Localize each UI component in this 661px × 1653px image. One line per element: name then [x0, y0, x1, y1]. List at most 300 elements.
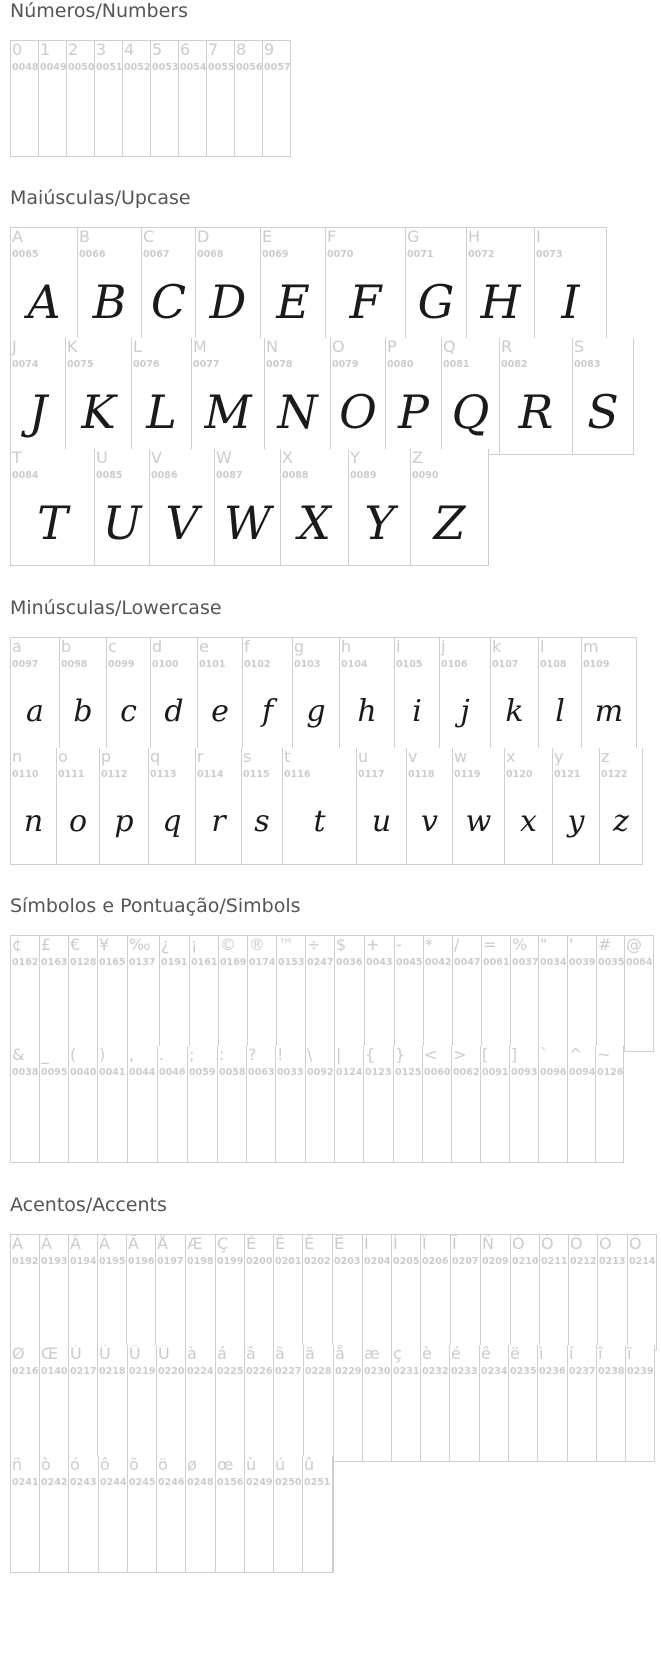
glyph-cell	[391, 1234, 421, 1351]
glyph-label: Ì	[364, 1234, 369, 1253]
glyph-code: 0238	[598, 1366, 625, 1377]
glyph-section	[10, 1194, 656, 1488]
glyph-label: 4	[124, 40, 135, 59]
glyph-label: X	[282, 449, 293, 467]
glyph-label: z	[601, 748, 610, 766]
glyph-label: :	[219, 1046, 225, 1064]
glyph-cell	[292, 637, 340, 754]
glyph-code: 0200	[246, 1256, 273, 1267]
glyph-cell	[141, 227, 196, 344]
glyph-label: á	[217, 1345, 227, 1363]
glyph-row	[10, 748, 643, 865]
glyph-code: 0251	[304, 1477, 331, 1488]
glyph-cell	[65, 338, 132, 455]
glyph-cell	[276, 935, 306, 1052]
glyph-cell	[393, 1046, 423, 1163]
glyph-code: 0216	[12, 1366, 39, 1377]
glyph-sample: h	[357, 694, 377, 729]
glyph-cell	[504, 748, 553, 865]
glyph-label: ã	[275, 1345, 285, 1363]
glyph-code: 0105	[396, 659, 423, 670]
glyph-label: F	[327, 227, 337, 246]
glyph-code: 0065	[12, 249, 39, 260]
glyph-code: 0060	[424, 1067, 451, 1078]
glyph-label: Ó	[541, 1234, 554, 1253]
glyph-cell	[10, 1234, 40, 1351]
glyph-cell	[391, 1345, 421, 1462]
glyph-code: 0062	[453, 1067, 480, 1078]
glyph-code: 0249	[246, 1477, 273, 1488]
glyph-cell	[406, 748, 453, 865]
glyph-label: R	[501, 338, 513, 356]
glyph-cell	[339, 637, 395, 754]
glyph-label: {	[365, 1046, 376, 1064]
glyph-cell	[39, 1345, 69, 1462]
glyph-cell	[178, 40, 207, 157]
glyph-label: V	[151, 449, 162, 467]
glyph-label: n	[12, 748, 23, 766]
glyph-cell	[332, 1234, 363, 1351]
glyph-cell	[215, 1345, 245, 1462]
glyph-code: 0227	[275, 1366, 302, 1377]
glyph-cell	[97, 1234, 127, 1351]
glyph-cell	[38, 40, 67, 157]
glyph-label: =	[483, 935, 497, 954]
glyph-sample: y	[567, 804, 585, 839]
glyph-label: )	[99, 1046, 106, 1064]
glyph-label: ¿	[161, 935, 170, 954]
glyph-sample: a	[26, 694, 44, 729]
glyph-label: $	[336, 935, 347, 954]
glyph-code: 0106	[441, 659, 468, 670]
glyph-sample: T	[37, 496, 68, 550]
glyph-label: <	[424, 1046, 438, 1064]
glyph-code: 0080	[387, 359, 414, 370]
glyph-code: 0036	[336, 957, 363, 968]
glyph-code: 0137	[129, 957, 156, 968]
glyph-cell	[10, 1345, 40, 1462]
glyph-cell	[247, 935, 277, 1052]
glyph-cell	[452, 748, 505, 865]
glyph-code: 0054	[180, 62, 207, 73]
glyph-label: A	[12, 227, 23, 246]
glyph-sample: g	[306, 694, 326, 729]
glyph-code: 0202	[304, 1256, 331, 1267]
glyph-label: >	[453, 1046, 467, 1064]
glyph-sample: o	[68, 804, 88, 839]
glyph-cell	[510, 935, 539, 1052]
glyph-label: ò	[41, 1456, 51, 1474]
glyph-row	[10, 338, 634, 455]
glyph-sample: P	[398, 385, 429, 439]
glyph-label: \	[307, 1046, 313, 1064]
glyph-code: 0096	[540, 1067, 567, 1078]
section-title: Símbolos e Pontuação/Simbols	[10, 895, 301, 917]
glyph-code: 0234	[481, 1366, 508, 1377]
glyph-cell	[214, 449, 281, 566]
glyph-label: 8	[236, 40, 247, 59]
glyph-cell	[273, 1234, 303, 1351]
glyph-label: O	[332, 338, 345, 356]
glyph-sample: c	[120, 694, 137, 729]
glyph-code: 0084	[12, 470, 39, 481]
glyph-code: 0072	[468, 249, 495, 260]
glyph-code: 0153	[278, 957, 305, 968]
glyph-code: 0051	[96, 62, 123, 73]
glyph-sample: N	[277, 385, 318, 439]
glyph-label: ,	[129, 1046, 135, 1064]
glyph-code: 0103	[294, 659, 321, 670]
glyph-label: à	[187, 1345, 197, 1363]
glyph-label: K	[67, 338, 78, 356]
glyph-label: ^	[569, 1046, 583, 1064]
glyph-label: Î	[422, 1234, 427, 1253]
glyph-row	[10, 227, 607, 344]
glyph-code: 0209	[482, 1256, 509, 1267]
glyph-label: €	[70, 935, 81, 954]
glyph-code: 0246	[158, 1477, 185, 1488]
glyph-code: 0113	[150, 769, 177, 780]
glyph-code: 0089	[350, 470, 377, 481]
glyph-code: 0058	[219, 1067, 246, 1078]
glyph-section	[10, 597, 655, 839]
glyph-code: 0206	[422, 1256, 449, 1267]
glyph-cell	[450, 1234, 481, 1351]
glyph-label: /	[454, 935, 460, 954]
glyph-code: 0090	[412, 470, 439, 481]
glyph-sample: C	[150, 275, 187, 329]
glyph-label: ñ	[12, 1456, 23, 1474]
glyph-code: 0064	[626, 957, 653, 968]
glyph-code: 0241	[12, 1477, 39, 1488]
glyph-code: 0232	[422, 1366, 449, 1377]
glyph-code: 0057	[264, 62, 291, 73]
glyph-code: 0203	[334, 1256, 361, 1267]
glyph-label: '	[569, 935, 574, 954]
glyph-code: 0088	[282, 470, 309, 481]
glyph-cell	[466, 227, 535, 344]
glyph-code: 0128	[70, 957, 97, 968]
glyph-sample: A	[27, 275, 61, 329]
glyph-cell	[195, 227, 261, 344]
glyph-cell	[150, 40, 179, 157]
glyph-cell	[68, 1456, 99, 1573]
glyph-code: 0228	[305, 1366, 332, 1377]
glyph-code: 0087	[216, 470, 243, 481]
glyph-code: 0093	[511, 1067, 538, 1078]
glyph-cell	[68, 935, 98, 1052]
glyph-code: 0197	[157, 1256, 184, 1267]
glyph-cell	[155, 1234, 186, 1351]
glyph-label: (	[70, 1046, 77, 1064]
glyph-cell	[330, 338, 386, 455]
glyph-cell	[127, 1456, 157, 1573]
glyph-cell	[10, 227, 78, 344]
glyph-code: 0097	[12, 659, 39, 670]
glyph-code: 0119	[454, 769, 481, 780]
glyph-cell	[510, 1234, 540, 1351]
glyph-label: è	[422, 1345, 432, 1363]
glyph-code: 0213	[599, 1256, 626, 1267]
glyph-label: c	[108, 637, 117, 656]
glyph-label: g	[294, 637, 305, 656]
glyph-code: 0117	[358, 769, 385, 780]
glyph-cell	[479, 1345, 509, 1462]
glyph-label: ¢	[12, 935, 23, 954]
glyph-cell	[127, 1046, 158, 1163]
glyph-sample: R	[518, 385, 554, 439]
glyph-label: j	[441, 637, 446, 656]
glyph-code: 0052	[124, 62, 151, 73]
section-title: Números/Numbers	[10, 0, 188, 22]
glyph-label: ó	[70, 1456, 80, 1474]
glyph-cell	[325, 227, 406, 344]
glyph-sample: W	[223, 496, 272, 550]
glyph-code: 0078	[266, 359, 293, 370]
glyph-code: 0116	[284, 769, 311, 780]
glyph-sample: Y	[364, 496, 395, 550]
glyph-cell	[185, 1345, 216, 1462]
glyph-label: É	[275, 1234, 286, 1253]
glyph-code: 0126	[597, 1067, 624, 1078]
glyph-sample: x	[520, 804, 537, 839]
glyph-cell	[567, 935, 597, 1052]
glyph-row	[10, 1345, 655, 1462]
glyph-code: 0048	[12, 62, 39, 73]
glyph-label: W	[216, 449, 232, 467]
glyph-sample: l	[555, 694, 565, 729]
glyph-cell	[356, 748, 407, 865]
glyph-label: ï	[627, 1345, 632, 1363]
glyph-label: _	[41, 1046, 49, 1064]
glyph-code: 0163	[41, 957, 68, 968]
glyph-sample: F	[349, 275, 382, 329]
glyph-code: 0068	[197, 249, 224, 260]
glyph-code: 0193	[41, 1256, 68, 1267]
glyph-code: 0224	[187, 1366, 214, 1377]
glyph-cell	[410, 449, 489, 566]
glyph-code: 0231	[393, 1366, 420, 1377]
glyph-code: 0035	[598, 957, 625, 968]
glyph-label: ÷	[307, 935, 321, 954]
glyph-cell	[68, 1234, 98, 1351]
glyph-cell	[97, 935, 128, 1052]
glyph-cell	[539, 1234, 569, 1351]
glyph-cell	[394, 637, 440, 754]
glyph-cell	[480, 1046, 510, 1163]
glyph-label: S	[574, 338, 585, 356]
glyph-label: G	[407, 227, 420, 246]
glyph-label: Ò	[512, 1234, 525, 1253]
glyph-label: Û	[129, 1345, 141, 1363]
glyph-cell	[423, 935, 453, 1052]
glyph-label: Y	[350, 449, 360, 467]
glyph-label: 1	[40, 40, 51, 59]
glyph-cell	[538, 637, 582, 754]
glyph-sample: f	[261, 694, 274, 729]
glyph-row	[10, 40, 291, 157]
glyph-code: 0214	[629, 1256, 656, 1267]
glyph-cell	[303, 1345, 334, 1462]
glyph-sample: U	[102, 496, 142, 550]
glyph-label: u	[358, 748, 369, 766]
glyph-cell	[260, 227, 326, 344]
glyph-cell	[567, 1046, 596, 1163]
glyph-sample: I	[561, 275, 580, 329]
glyph-cell	[624, 935, 654, 1052]
glyph-code: 0205	[393, 1256, 420, 1267]
glyph-label: q	[150, 748, 161, 766]
glyph-sample: G	[417, 275, 455, 329]
glyph-sample: S	[587, 385, 619, 439]
glyph-cell	[122, 40, 151, 157]
glyph-label: M	[193, 338, 207, 356]
glyph-cell	[127, 1345, 157, 1462]
glyph-label: @	[626, 935, 642, 954]
glyph-label: Q	[443, 338, 456, 356]
glyph-sample: L	[146, 385, 177, 439]
glyph-label: ù	[246, 1456, 257, 1474]
glyph-code: 0053	[152, 62, 179, 73]
section-title: Acentos/Accents	[10, 1194, 167, 1216]
glyph-code: 0037	[512, 957, 539, 968]
glyph-label: ¥	[99, 935, 110, 954]
glyph-sample: j	[460, 694, 470, 729]
glyph-cell	[156, 1456, 186, 1573]
glyph-label: ø	[187, 1456, 197, 1474]
glyph-code: 0098	[61, 659, 88, 670]
glyph-code: 0195	[99, 1256, 126, 1267]
glyph-label: Ù	[70, 1345, 82, 1363]
glyph-label: t	[284, 748, 291, 766]
glyph-cell	[206, 40, 235, 157]
glyph-code: 0099	[108, 659, 135, 670]
glyph-label: v	[408, 748, 418, 766]
glyph-code: 0110	[12, 769, 39, 780]
glyph-code: 0047	[454, 957, 481, 968]
glyph-cell	[422, 1046, 452, 1163]
glyph-code: 0239	[627, 1366, 654, 1377]
glyph-label: ç	[393, 1345, 402, 1363]
glyph-cell	[480, 1234, 511, 1351]
glyph-code: 0245	[129, 1477, 156, 1488]
glyph-sample: V	[165, 496, 199, 550]
glyph-cell	[333, 1345, 363, 1462]
glyph-code: 0225	[217, 1366, 244, 1377]
glyph-code: 0122	[601, 769, 628, 780]
glyph-section	[10, 187, 655, 550]
glyph-label: k	[492, 637, 502, 656]
glyph-label: H	[468, 227, 481, 246]
glyph-code: 0237	[569, 1366, 596, 1377]
glyph-sample: e	[211, 694, 229, 729]
glyph-label: Ë	[334, 1234, 345, 1253]
glyph-label: Ö	[629, 1234, 642, 1253]
glyph-label: C	[143, 227, 155, 246]
glyph-sample: B	[92, 275, 127, 329]
glyph-label: Ã	[99, 1234, 110, 1253]
glyph-label: Z	[412, 449, 423, 467]
glyph-label: ®	[249, 935, 265, 954]
glyph-cell	[159, 935, 190, 1052]
glyph-label: h	[341, 637, 352, 656]
glyph-cell	[581, 637, 637, 754]
glyph-label: Å	[157, 1234, 168, 1253]
glyph-code: 0125	[395, 1067, 422, 1078]
glyph-code: 0046	[159, 1067, 186, 1078]
glyph-code: 0196	[128, 1256, 155, 1267]
glyph-cell	[509, 1046, 539, 1163]
glyph-cell	[10, 1046, 40, 1163]
glyph-cell	[385, 338, 442, 455]
glyph-code: 0073	[536, 249, 563, 260]
glyph-code: 0219	[129, 1366, 156, 1377]
glyph-label: é	[451, 1345, 461, 1363]
glyph-cell	[10, 935, 40, 1052]
glyph-label: x	[506, 748, 516, 766]
glyph-cell	[302, 1456, 333, 1573]
glyph-label: û	[304, 1456, 315, 1474]
glyph-code: 0115	[243, 769, 270, 780]
glyph-cell	[449, 1345, 480, 1462]
glyph-cell	[363, 1046, 394, 1163]
glyph-cell	[481, 935, 511, 1052]
section-title: Maiúsculas/Upcase	[10, 187, 191, 209]
glyph-code: 0112	[101, 769, 128, 780]
glyph-code: 0104	[341, 659, 368, 670]
glyph-cell	[538, 1046, 568, 1163]
glyph-code: 0161	[191, 957, 218, 968]
glyph-label: Õ	[599, 1234, 612, 1253]
glyph-code: 0041	[99, 1067, 126, 1078]
glyph-label: Â	[70, 1234, 81, 1253]
glyph-code: 0242	[41, 1477, 68, 1488]
glyph-label: ©	[220, 935, 236, 954]
glyph-cell	[499, 338, 573, 455]
glyph-label: B	[79, 227, 90, 246]
glyph-label: o	[58, 748, 68, 766]
glyph-label: ö	[158, 1456, 168, 1474]
glyph-label: Ø	[12, 1345, 25, 1363]
glyph-cell	[364, 935, 395, 1052]
glyph-sample: u	[371, 804, 392, 839]
glyph-code: 0169	[220, 957, 247, 968]
glyph-label: Ñ	[482, 1234, 494, 1253]
glyph-label: Œ	[41, 1345, 59, 1363]
glyph-label: b	[61, 637, 72, 656]
glyph-code: 0217	[70, 1366, 97, 1377]
glyph-code: 0059	[189, 1067, 216, 1078]
glyph-cell	[10, 637, 60, 754]
glyph-cell	[552, 748, 600, 865]
glyph-row	[10, 637, 637, 754]
glyph-code: 0075	[67, 359, 94, 370]
glyph-cell	[39, 1456, 69, 1573]
glyph-code: 0043	[366, 957, 393, 968]
glyph-cell	[246, 1046, 276, 1163]
glyph-label: ‰	[129, 935, 151, 954]
glyph-code: 0100	[152, 659, 179, 670]
glyph-cell	[405, 227, 467, 344]
glyph-label: ?	[248, 1046, 257, 1064]
glyph-code: 0199	[217, 1256, 244, 1267]
glyph-cell	[534, 227, 607, 344]
glyph-cell	[97, 1046, 128, 1163]
glyph-code: 0165	[99, 957, 126, 968]
glyph-label: m	[583, 637, 599, 656]
glyph-label: í	[569, 1345, 574, 1363]
glyph-cell	[420, 1345, 450, 1462]
